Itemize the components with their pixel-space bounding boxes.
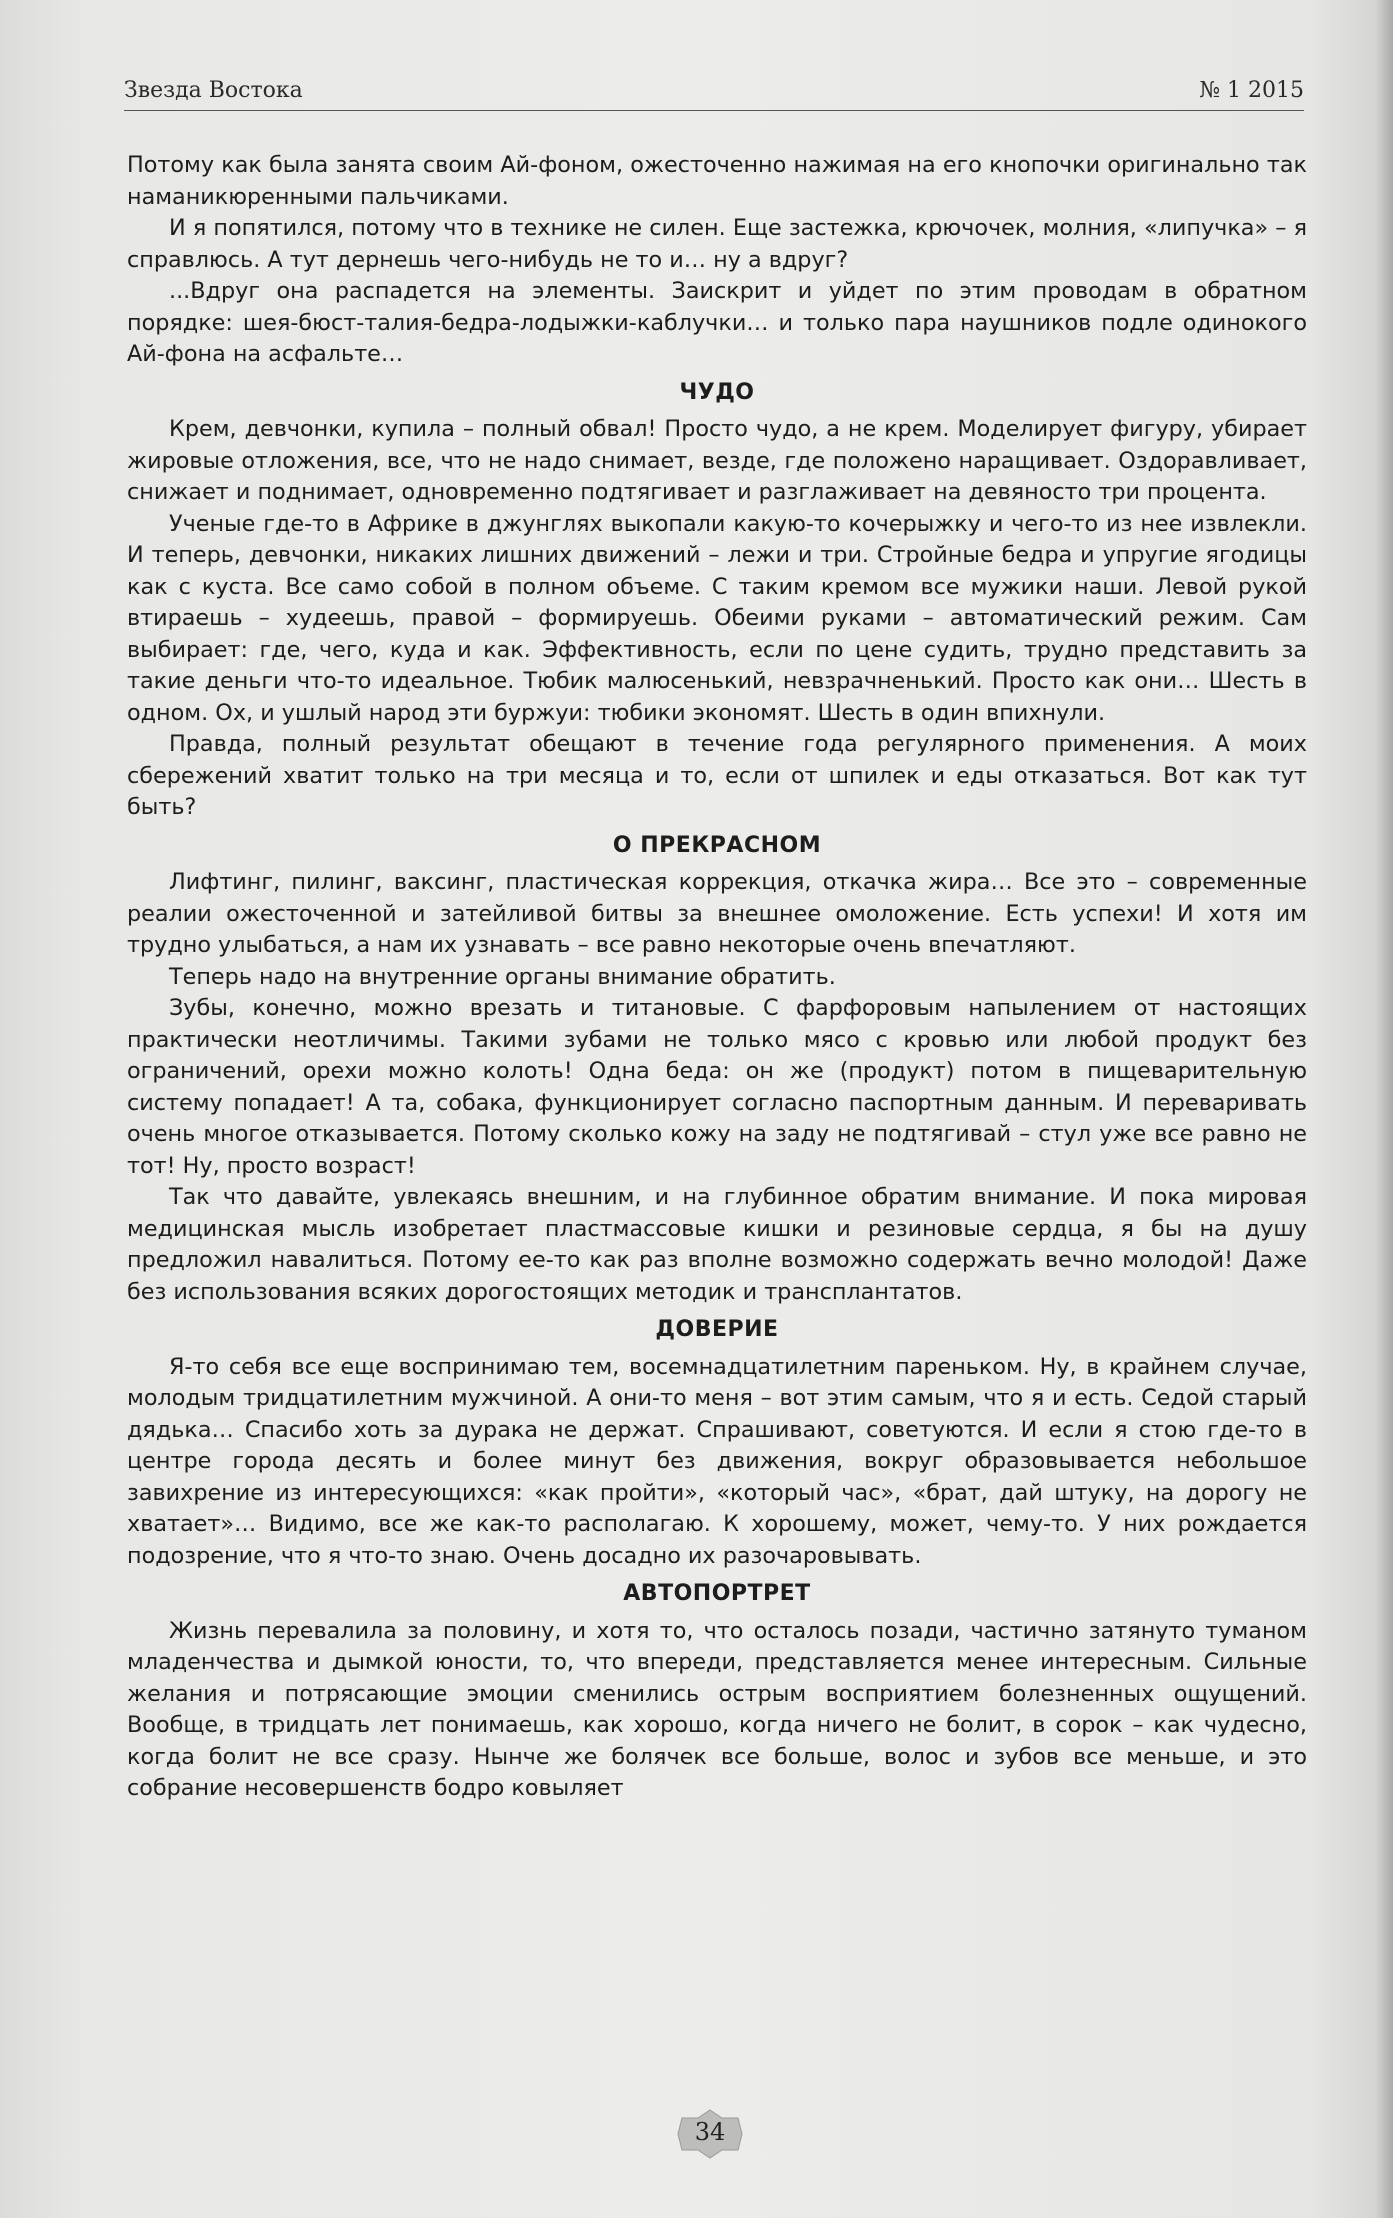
section-heading: ЧУДО <box>679 379 755 405</box>
running-header <box>124 76 1304 111</box>
paragraph: Ученые где-то в Африке в джунглях выкопали какую-то кочерыжку и чего-то из нее извлекли. И теперь, девчонки, никаких лишних движений – лежи и три. Стройные бедра и упругие ягодицы как с куста. Все само собой в полном объеме. С таким кремом все мужики наши. Левой рукой втираешь – худеешь, правой – формируешь. Обеими руками – автоматический режим. Сам выбирает: где, чего, куда и как. Эффективность, если по цене судить, трудно представить за такие деньги что-то идеальное. Тюбик малюсенький, невзрачненький. Просто как они… Шесть в одном. Ох, и ушлый народ эти буржуи: тюбики экономят. Шесть в один впихнули. <box>127 510 1307 726</box>
section-heading: ДОВЕРИЕ <box>655 1317 779 1342</box>
paragraph: Зубы, конечно, можно врезать и титановые. С фарфоровым напылением от настоящих практически неотличимы. Такими зубами не только мясо с кровью или любой продукт без ограничений, орехи можно колоть! Одна беда: он же (продукт) потом в пищеварительную систему попадает! А та, собака, функционирует согласно паспортным данным. И переваривать очень многое отказывается. Потому сколько кожу на заду не подтягивай – стул уже все равно не тот! Ну, просто возраст! <box>127 995 1307 1179</box>
paragraph: Так что давайте, увлекаясь внешним, и на глубинное обратим внимание. И пока мировая медицинская мысль изобретает пластмассовые кишки и резиновые сердца, я бы на душу предложил навалиться. Потому ее-то как раз вполне возможно содержать вечно молодой! Даже без использования всяких дорогостоящих методик и трансплантатов. <box>127 1184 1307 1305</box>
page-edge-shadow <box>1375 0 1393 2218</box>
paragraph: Теперь надо на внутренние органы внимание обратить. <box>169 963 836 990</box>
paragraph: Жизнь перевалила за половину, и хотя то, что осталось позади, частично затянуто туманом младенчества и дымкой юности, то, что впереди, представляется менее интересным. Сильные желания и потрясающие эмоции сменились острым восприятием болезненных ощущений. Вообще, в тридцать лет понимаешь, как хорошо, когда ничего не болит, в сорок – как чудесно, когда болит не все сразу. Нынче же болячек все больше, волос и зубов все меньше, и это собрание несовершенств бодро ковыляет <box>127 1617 1307 1801</box>
paragraph: Крем, девчонки, купила – полный обвал! Просто чудо, а не крем. Моделирует фигуру, убирает жировые отложения, все, что не надо снимает, везде, где положено наращивает. Оздоравливает, снижает и поднимает, одновременно подтягивает и разглаживает на девяносто три процента. <box>127 416 1307 505</box>
paragraph: Я-то себя все еще воспринимаю тем, восемнадцатилетним пареньком. Ну, в крайнем случае, молодым тридцатилетним мужчиной. А они-то меня – вот этим самым, что я и есть. Седой старый дядька… Спасибо хоть за дурака не держат. Спрашивают, советуются. И если я стою где-то в центре города десять и более минут без движения, вокруг образовывается небольшое завихрение из интересующихся: «как пройти», «который час», «брат, дай штуку, на дорогу не хватает»… Видимо, все же как-то располагаю. К хорошему, может, чему-то. У них рождается подозрение, что я что-то знаю. Очень досадно их разочаровывать. <box>127 1353 1307 1569</box>
issue-number: № 1 2015 <box>1199 78 1304 103</box>
journal-title: Звезда Востока <box>124 78 303 103</box>
section-heading: О ПРЕКРАСНОМ <box>612 832 822 858</box>
paragraph: Лифтинг, пилинг, ваксинг, пластическая коррекция, откачка жира… Все это – современные реалии ожесточенной и затейливой битвы за внешнее омоложение. Есть успехи! И хотя им трудно улыбаться, а нам их узнавать – все равно некоторые очень впечатляют. <box>127 869 1307 958</box>
paragraph: ...Вдруг она распадется на элементы. Заискрит и уйдет по этим проводам в обратном порядке: шея-бюст-талия-бедра-лодыжки-каблучки… и только пара наушников подле одинокого Ай-фона на асфальте… <box>127 278 1307 367</box>
paragraph: Потому как была занята своим Ай-фоном, ожесточенно нажимая на его кнопочки оригинально так наманикюренными пальчиками. <box>127 152 1307 210</box>
page-number: 34 <box>694 2118 726 2146</box>
paragraph: И я попятился, потому что в технике не силен. Еще застежка, крючочек, молния, «липучка» – я справлюсь. А тут дернешь чего-нибудь не то и… ну а вдруг? <box>127 215 1307 273</box>
section-heading: АВТОПОРТРЕТ <box>623 1581 811 1606</box>
page-number-badge <box>672 2108 748 2160</box>
paragraph: Правда, полный результат обещают в течение года регулярного применения. А моих сбережений хватит только на три месяца и то, если от шпилек и еды отказаться. Вот как тут быть? <box>127 731 1307 820</box>
article-body <box>127 150 1307 1805</box>
